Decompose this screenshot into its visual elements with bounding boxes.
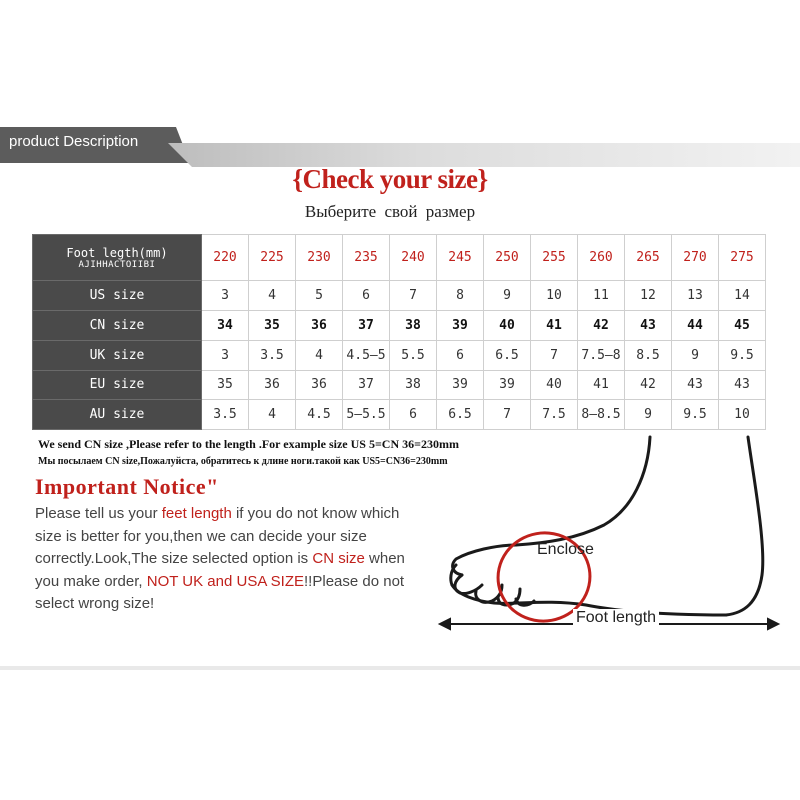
notice-paragraph xyxy=(35,503,425,616)
size-cell: 8–8.5 xyxy=(578,400,625,430)
size-cell: 38 xyxy=(390,370,437,400)
size-cell: 39 xyxy=(437,311,484,341)
size-cell: 7 xyxy=(531,340,578,370)
size-cell: 250 xyxy=(484,235,531,281)
notice-text: Please tell us your xyxy=(35,505,162,522)
size-cell: 6 xyxy=(390,400,437,430)
row-label-uk: UK size xyxy=(33,340,202,370)
size-cell: 7.5 xyxy=(531,400,578,430)
size-cell: 45 xyxy=(719,311,766,341)
size-cell: 10 xyxy=(719,400,766,430)
size-cell: 41 xyxy=(531,311,578,341)
size-cell: 37 xyxy=(343,311,390,341)
size-cell: 3 xyxy=(202,281,249,311)
size-cell: 37 xyxy=(343,370,390,400)
size-cell: 6.5 xyxy=(437,400,484,430)
foot-length-label: Foot length xyxy=(573,609,659,627)
size-cell: 245 xyxy=(437,235,484,281)
size-cell: 6 xyxy=(437,340,484,370)
bottom-divider xyxy=(0,666,800,670)
size-cell: 220 xyxy=(202,235,249,281)
shipping-note-ru: Мы посылаем CN size,Пожалуйста, обратитесь к длине ноги.такой как US5=CN36=230mm xyxy=(38,456,448,467)
size-cell: 4 xyxy=(249,281,296,311)
cn-size-highlight: CN size xyxy=(312,550,365,567)
size-cell: 36 xyxy=(249,370,296,400)
size-cell: 225 xyxy=(249,235,296,281)
foot-diagram xyxy=(436,435,782,635)
size-cell: 43 xyxy=(672,370,719,400)
size-row-au xyxy=(33,400,766,430)
size-cell: 39 xyxy=(484,370,531,400)
size-cell: 35 xyxy=(202,370,249,400)
check-size-russian: Выберите свой размер xyxy=(304,202,476,221)
size-cell: 4.5–5 xyxy=(343,340,390,370)
size-cell: 40 xyxy=(484,311,531,341)
size-row-eu xyxy=(33,370,766,400)
size-row-uk xyxy=(33,340,766,370)
size-cell: 36 xyxy=(296,311,343,341)
size-cell: 4 xyxy=(296,340,343,370)
size-cell: 42 xyxy=(578,311,625,341)
size-cell: 3.5 xyxy=(249,340,296,370)
size-cell: 13 xyxy=(672,281,719,311)
size-cell: 5.5 xyxy=(390,340,437,370)
size-cell: 39 xyxy=(437,370,484,400)
size-cell: 255 xyxy=(531,235,578,281)
size-cell: 270 xyxy=(672,235,719,281)
not-uk-usa-highlight: NOT UK and USA SIZE xyxy=(146,572,305,590)
foot-length-header: Foot legth(mm) xyxy=(66,245,168,260)
size-cell: 35 xyxy=(249,311,296,341)
check-size-title: {Check your size} xyxy=(292,164,488,194)
size-cell: 9 xyxy=(672,340,719,370)
size-cell: 3 xyxy=(202,340,249,370)
size-cell: 7.5–8 xyxy=(578,340,625,370)
size-row-len xyxy=(33,235,766,281)
size-cell: 230 xyxy=(296,235,343,281)
size-cell: 235 xyxy=(343,235,390,281)
notice-text: if you do not know which size is better for you,then we can decide your size correctly.Look,The size selected option is xyxy=(35,505,400,567)
size-cell: 43 xyxy=(625,311,672,341)
row-label-cn: CN size xyxy=(33,311,202,341)
size-cell: 240 xyxy=(390,235,437,281)
size-cell: 7 xyxy=(390,281,437,311)
size-cell: 4.5 xyxy=(296,400,343,430)
size-cell: 43 xyxy=(719,370,766,400)
size-cell: 8.5 xyxy=(625,340,672,370)
shipping-note-en: We send CN size ,Please refer to the length .For example size US 5=CN 36=230mm xyxy=(38,437,459,451)
size-cell: 5 xyxy=(296,281,343,311)
size-cell: 11 xyxy=(578,281,625,311)
notice-text: when you make order, xyxy=(35,550,405,590)
size-cell: 44 xyxy=(672,311,719,341)
size-cell: 34 xyxy=(202,311,249,341)
size-cell: 275 xyxy=(719,235,766,281)
size-cell: 265 xyxy=(625,235,672,281)
size-table xyxy=(32,234,766,430)
size-cell: 40 xyxy=(531,370,578,400)
row-label-len xyxy=(33,235,202,281)
header-title: product Description xyxy=(9,133,139,150)
size-cell: 6.5 xyxy=(484,340,531,370)
size-row-us xyxy=(33,281,766,311)
size-cell: 6 xyxy=(343,281,390,311)
size-row-cn xyxy=(33,311,766,341)
feet-length-highlight: feet length xyxy=(161,505,232,522)
size-cell: 42 xyxy=(625,370,672,400)
size-cell: 5–5.5 xyxy=(343,400,390,430)
product-description-card xyxy=(0,107,800,670)
row-label-us: US size xyxy=(33,281,202,311)
size-cell: 8 xyxy=(437,281,484,311)
size-cell: 4 xyxy=(249,400,296,430)
foot-length-subheader: AJIHHACTOIIBI xyxy=(78,259,156,270)
notice-text: !!Please do not select wrong size! xyxy=(35,572,405,612)
size-cell: 3.5 xyxy=(202,400,249,430)
size-cell: 9.5 xyxy=(672,400,719,430)
size-cell: 12 xyxy=(625,281,672,311)
row-label-au: AU size xyxy=(33,400,202,430)
size-cell: 10 xyxy=(531,281,578,311)
size-cell: 7 xyxy=(484,400,531,430)
size-cell: 41 xyxy=(578,370,625,400)
important-notice-title: Important Notice" xyxy=(35,474,219,499)
size-cell: 36 xyxy=(296,370,343,400)
row-label-eu: EU size xyxy=(33,370,202,400)
size-cell: 38 xyxy=(390,311,437,341)
size-cell: 9.5 xyxy=(719,340,766,370)
enclose-label: Enclose xyxy=(537,541,594,558)
size-cell: 260 xyxy=(578,235,625,281)
size-cell: 9 xyxy=(484,281,531,311)
size-cell: 14 xyxy=(719,281,766,311)
size-cell: 9 xyxy=(625,400,672,430)
